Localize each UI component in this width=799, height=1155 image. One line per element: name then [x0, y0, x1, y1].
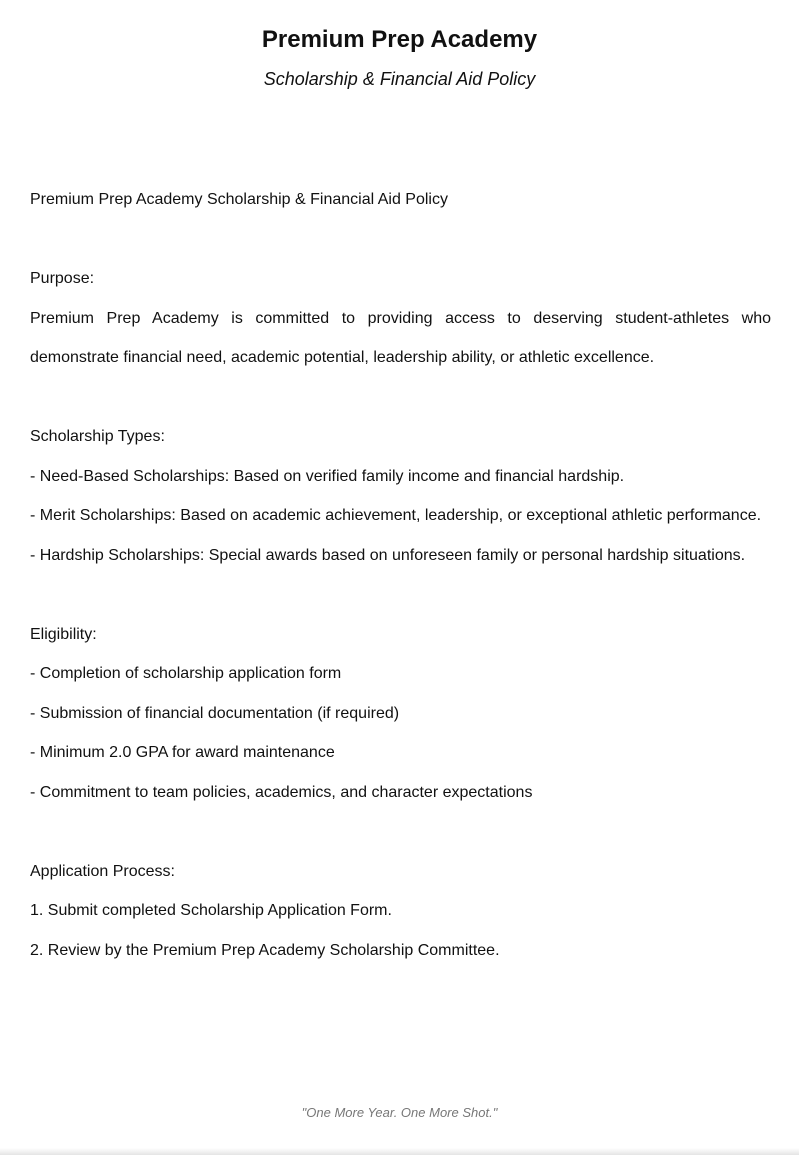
- purpose-heading: Purpose:: [30, 270, 95, 287]
- list-item: - Completion of scholarship application form: [30, 665, 342, 682]
- scholarship-types-heading: Scholarship Types:: [30, 428, 165, 445]
- list-item: - Minimum 2.0 GPA for award maintenance: [30, 744, 335, 761]
- document-body: [30, 180, 771, 970]
- footer-motto: "One More Year. One More Shot.": [301, 1105, 498, 1120]
- purpose-paragraph: Premium Prep Academy is committed to providing access to deserving student-athletes who demonstrate financial need, academic potential, leadership ability, or athletic excellence.: [30, 309, 771, 366]
- application-process-heading: Application Process:: [30, 862, 175, 880]
- spacer: [30, 575, 771, 615]
- list-item: 2. Review by the Premium Prep Academy Scholarship Committee.: [30, 941, 500, 959]
- list-item: - Submission of financial documentation (if required): [30, 704, 400, 722]
- eligibility-heading: Eligibility:: [30, 625, 97, 643]
- list-item: - Hardship Scholarships: Special awards based on unforeseen family or personal hardship situations.: [30, 546, 746, 564]
- list-item: - Commitment to team policies, academics, and character expectations: [30, 783, 533, 801]
- spacer: [30, 812, 771, 852]
- spacer: [30, 378, 771, 418]
- page-bottom-edge: [0, 1148, 799, 1155]
- list-item: 1. Submit completed Scholarship Application Form.: [30, 902, 392, 919]
- list-item: - Merit Scholarships: Based on academic achievement, leadership, or exceptional athletic performance.: [30, 507, 762, 524]
- spacer: [30, 220, 771, 260]
- page-subtitle: Scholarship & Financial Aid Policy: [263, 69, 536, 89]
- page-title: Premium Prep Academy: [261, 26, 538, 53]
- intro-line: Premium Prep Academy Scholarship & Financial Aid Policy: [30, 191, 448, 208]
- list-item: - Need-Based Scholarships: Based on verified family income and financial hardship.: [30, 467, 625, 485]
